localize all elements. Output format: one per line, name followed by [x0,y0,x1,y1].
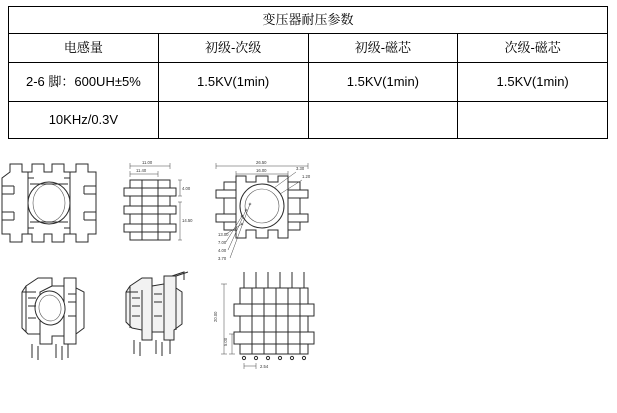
column-header-primary-core: 初级-磁芯 [308,34,458,63]
table-row [9,63,608,102]
dimension-14-50 [178,202,193,240]
withstand-voltage-table [8,6,608,139]
cell-secondary-core-value: 1.5KV(1min) [458,63,608,102]
dim-label-2-54: 2.54 [260,364,269,369]
dim-label-5-00: 5.00 [223,337,228,346]
column-header-primary-secondary: 初级-次级 [158,34,308,63]
dim-label-11-00: 11.00 [142,160,153,165]
dim-label-1-20: 1.20 [302,174,311,179]
drawing-pin-layout-view [213,272,314,369]
drawing-core-assembly-front-left [2,164,96,242]
table-row [9,102,608,139]
cell-empty-2 [308,102,458,139]
dimension-2-54 [244,363,269,369]
drawing-core-iso-view-left [22,278,84,360]
column-header-secondary-core: 次级-磁芯 [458,34,608,63]
column-header-inductance: 电感量 [9,34,159,63]
dim-label-14-50: 14.50 [182,218,193,223]
dim-label-4-00: 4.00 [218,248,227,253]
table-title: 变压器耐压参数 [9,7,608,34]
dim-label-26-50: 26.50 [256,160,267,165]
table-row-title [9,7,608,34]
dim-label-20-00: 20.00 [213,311,218,322]
cell-primary-core-value: 1.5KV(1min) [308,63,458,102]
drawing-core-iso-view-middle [126,272,188,356]
dim-label-16-00: 16.00 [256,168,267,173]
dimension-11-40 [130,168,158,177]
dimension-5-00 [223,334,235,354]
technical-drawings-panel [0,152,617,392]
cell-test-condition: 10KHz/0.3V [9,102,159,139]
cell-empty-3 [458,102,608,139]
dim-label-13-00: 13.00 [218,232,229,237]
drawing-bobbin-top-view [216,160,311,261]
cell-primary-secondary-value: 1.5KV(1min) [158,63,308,102]
cell-inductance-value: 2-6 脚：600UH±5% [9,63,159,102]
dimension-4-00 [178,180,191,196]
dim-label-3-70: 3.70 [218,256,227,261]
table-row-header [9,34,608,63]
dim-label-3-30: 3.30 [296,166,305,171]
pin-markers [242,356,305,359]
cell-empty-1 [158,102,308,139]
dim-label-4-00: 4.00 [182,186,191,191]
dim-label-7-00: 7.00 [218,240,227,245]
dim-label-11-40: 11.40 [136,168,147,173]
drawing-bobbin-side-view [124,160,193,240]
